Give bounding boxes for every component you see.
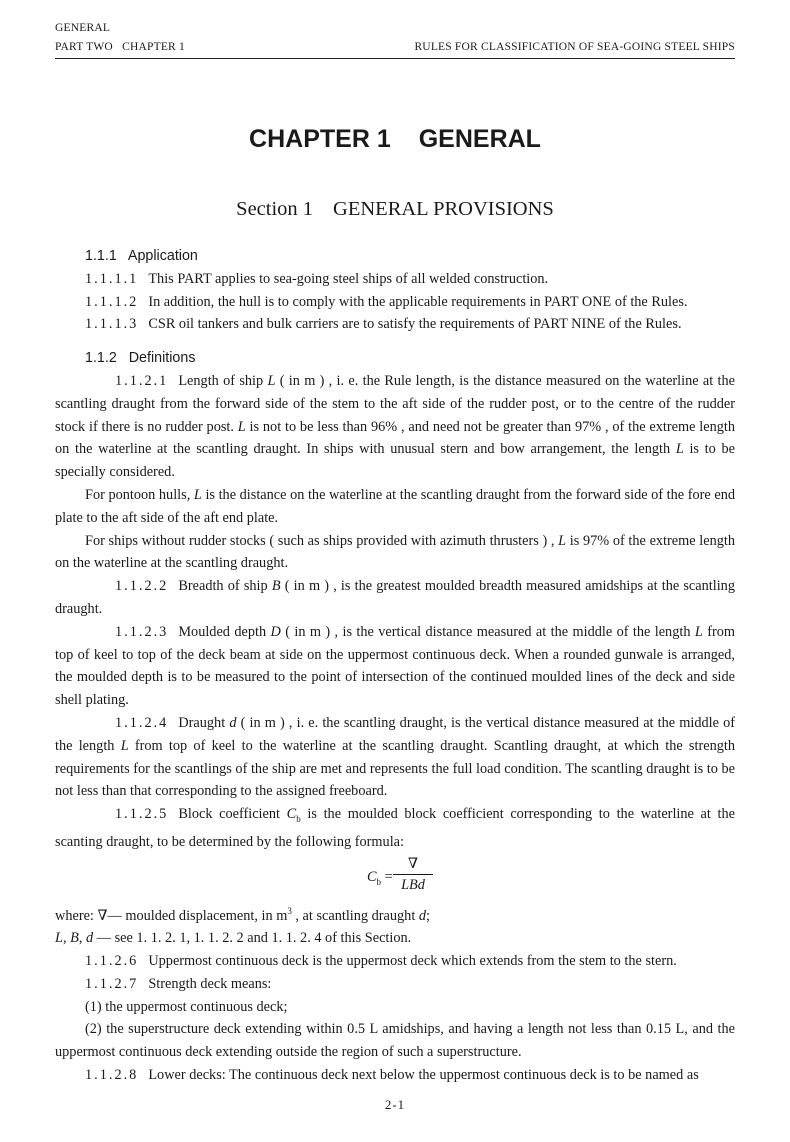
clause-1-1-1-3: 1.1.1.3 CSR oil tankers and bulk carriers are to satisfy the requirements of PART NINE of the Rules.: [85, 316, 682, 333]
running-header-right: RULES FOR CLASSIFICATION OF SEA-GOING STEEL SHIPS: [414, 41, 735, 53]
clause-1-1-2-2: 1.1.2.2 Breadth of ship B ( in m ) , is the greatest moulded breadth measured amidships at the scantling draught.: [55, 578, 735, 617]
clause-1-1-2-6: 1.1.2.6 Uppermost continuous deck is the uppermost deck which extends from the stem to the stern.: [85, 952, 677, 969]
clause-1-1-2-7: 1.1.2.7 Strength deck means:: [85, 975, 272, 992]
chapter-name: GENERAL: [418, 125, 541, 153]
block-coefficient-formula: $C_b$ = ∇ LBd: [55, 854, 735, 900]
clause-1-1-2-4: 1.1.2.4 Draught d ( in m ) , i. e. the scantling draught, is the vertical distance measured at the middle of the length L from top of keel to the waterline at the scantling draught. Scantling draught, at which the strength requirements for the scantlings of the ship are met and represents the full load condition. The scantling draught is to be not less than that corresponding to the assigned freeboard.: [55, 714, 735, 800]
where-line-2: L, B, d — see 1. 1. 2. 1, 1. 1. 2. 2 and 1. 1. 2. 4 of this Section.: [55, 930, 412, 947]
paragraph-no-rudder: For ships without rudder stocks ( such as ships provided with azimuth thrusters ) , L is 97% of the extreme length on the waterline at the scantling draught.: [55, 532, 736, 572]
running-header-left: PART TWO CHAPTER 1: [55, 41, 185, 53]
paragraph-pontoon: For pontoon hulls, L is the distance on the waterline at the scantling draught from the forward side of the fore end plate to the aft side of the aft end plate.: [55, 486, 735, 526]
clause-1-1-1-1: 1.1.1.1 This PART applies to sea-going steel ships of all welded construction.: [85, 270, 549, 287]
clause-1-1-2-8: 1.1.2.8 Lower decks: The continuous deck next below the uppermost continuous deck is to be named as: [85, 1066, 699, 1083]
clause-1-1-2-1: 1.1.2.1 Length of ship L ( in m ) , i. e. the Rule length, is the distance measured on the waterline at the scantling draught from the forward side of the stem to the aft side of the rudder post, or to the centre of the rudder stock if there is no rudder post. L is not to be less than 96% , and need not be greater than 97% , of the extreme length on the waterline at the scantling draught. In ships with unusual stern and bow arrangement, the length L is to be specially considered.: [55, 372, 735, 481]
clause-1-1-2-3: 1.1.2.3 Moulded depth D ( in m ) , is the vertical distance measured at the middle of the length L from top of keel to top of the deck beam at side on the uppermost continuous deck. When a rounded gunwale is arranged, the moulded depth is to be measured to the point of intersection of the continued moulded lines of the deck and side shell plating.: [55, 623, 735, 709]
formula-denominator: LBd: [393, 874, 433, 895]
page-number: 2-1: [384, 1097, 406, 1112]
subheading-definitions: 1.1.2 Definitions: [85, 350, 196, 367]
clause-1-1-2-7-item-1: (1) the uppermost continuous deck;: [85, 998, 288, 1015]
section-title: [0, 198, 790, 221]
clause-1-1-2-5: 1.1.2.5 Block coefficient $C_b$ is the moulded block coefficient corresponding to the waterline at the scanting draught, to be determined by the following formula:: [55, 806, 735, 850]
where-line-1: where: ∇— moulded displacement, in $m^3$ , at scantling draught d;: [55, 905, 431, 924]
document-body: [55, 245, 735, 1087]
section-name: GENERAL PROVISIONS: [333, 198, 554, 220]
clause-1-1-2-7-item-2: (2) the superstructure deck extending within 0.5 L amidships, and having a length not less than 0.15 L, and the uppermost continuous deck extending outside the region of such a superstructure.: [55, 1021, 735, 1061]
running-header-part: GENERAL: [55, 22, 111, 34]
section-number: Section 1: [236, 198, 314, 220]
chapter-title: [0, 125, 790, 154]
chapter-number: CHAPTER 1: [249, 125, 391, 153]
running-header: [55, 41, 735, 53]
subheading-application: 1.1.1 Application: [85, 248, 198, 264]
header-rule: [55, 58, 735, 59]
formula-numerator: ∇: [408, 855, 418, 872]
clause-1-1-1-2: 1.1.1.2 In addition, the hull is to comply with the applicable requirements in PART ONE of the Rules.: [85, 293, 688, 310]
